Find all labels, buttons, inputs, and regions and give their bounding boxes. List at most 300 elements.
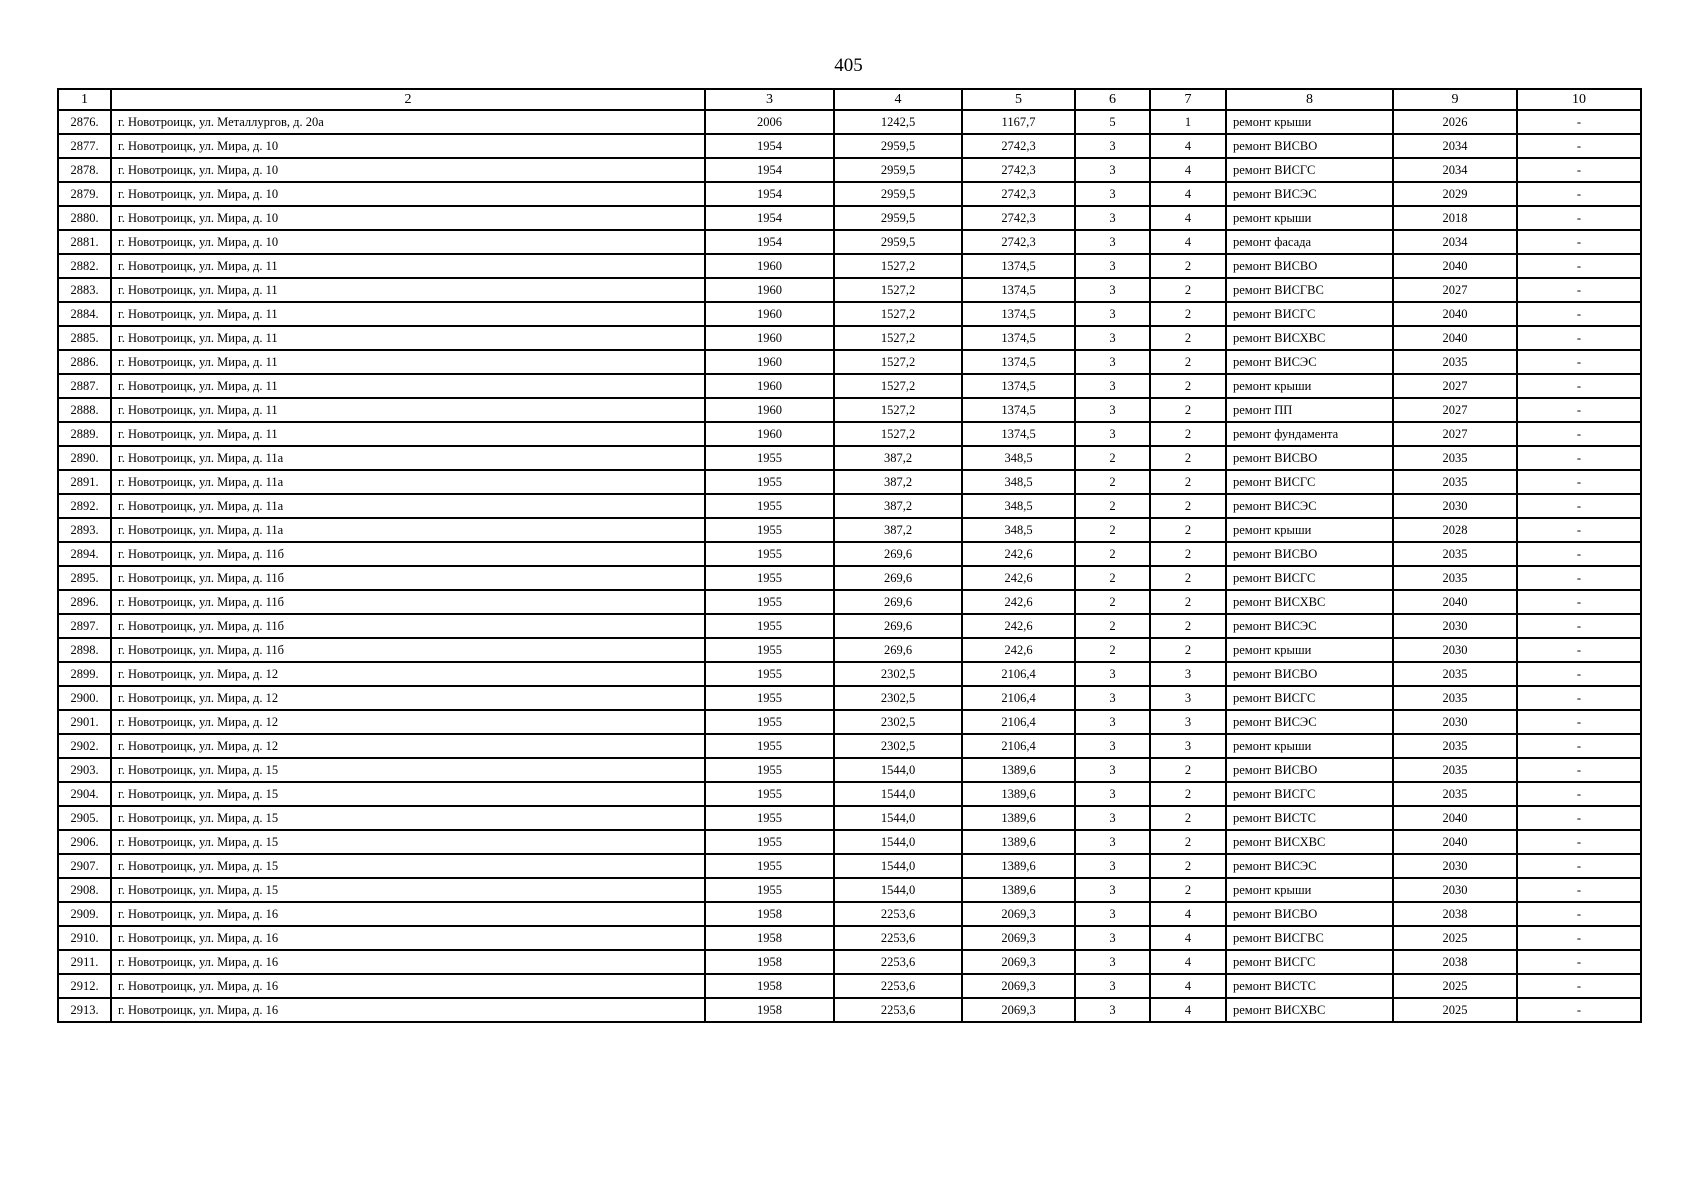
column-header-6: 6 (1075, 89, 1150, 110)
cell-note: - (1517, 494, 1641, 518)
cell-year-built: 1958 (705, 926, 834, 950)
cell-entrances: 2 (1150, 830, 1226, 854)
cell-note: - (1517, 998, 1641, 1022)
cell-living-area: 242,6 (962, 566, 1075, 590)
cell-planned-year: 2035 (1393, 542, 1517, 566)
cell-year-built: 1960 (705, 326, 834, 350)
cell-address: г. Новотроицк, ул. Мира, д. 11а (111, 470, 705, 494)
cell-planned-year: 2040 (1393, 590, 1517, 614)
cell-living-area: 2742,3 (962, 182, 1075, 206)
table-row (58, 302, 1641, 326)
cell-address: г. Новотроицк, ул. Мира, д. 11 (111, 350, 705, 374)
cell-note: - (1517, 638, 1641, 662)
cell-entrances: 4 (1150, 230, 1226, 254)
cell-address: г. Новотроицк, ул. Мира, д. 15 (111, 782, 705, 806)
cell-living-area: 2106,4 (962, 734, 1075, 758)
cell-work-type: ремонт ВИСВО (1226, 254, 1393, 278)
cell-address: г. Новотроицк, ул. Мира, д. 11а (111, 518, 705, 542)
cell-note: - (1517, 134, 1641, 158)
cell-planned-year: 2026 (1393, 110, 1517, 134)
table-row (58, 494, 1641, 518)
cell-total-area: 269,6 (834, 614, 962, 638)
cell-work-type: ремонт ВИСЭС (1226, 614, 1393, 638)
cell-planned-year: 2028 (1393, 518, 1517, 542)
table-row (58, 902, 1641, 926)
column-header-1: 1 (58, 89, 111, 110)
cell-work-type: ремонт ВИСВО (1226, 542, 1393, 566)
cell-entrances: 3 (1150, 686, 1226, 710)
column-header-7: 7 (1150, 89, 1226, 110)
cell-floors: 3 (1075, 278, 1150, 302)
cell-total-area: 2959,5 (834, 182, 962, 206)
cell-year-built: 1955 (705, 758, 834, 782)
cell-floors: 3 (1075, 806, 1150, 830)
cell-work-type: ремонт ВИСХВС (1226, 326, 1393, 350)
table-row (58, 878, 1641, 902)
cell-address: г. Новотроицк, ул. Мира, д. 11 (111, 254, 705, 278)
cell-note: - (1517, 110, 1641, 134)
cell-note: - (1517, 422, 1641, 446)
cell-row-number: 2897. (58, 614, 111, 638)
column-header-2: 2 (111, 89, 705, 110)
cell-planned-year: 2027 (1393, 374, 1517, 398)
cell-row-number: 2911. (58, 950, 111, 974)
cell-living-area: 1374,5 (962, 254, 1075, 278)
cell-note: - (1517, 950, 1641, 974)
cell-total-area: 1527,2 (834, 302, 962, 326)
cell-work-type: ремонт крыши (1226, 374, 1393, 398)
table-row (58, 542, 1641, 566)
cell-note: - (1517, 974, 1641, 998)
cell-entrances: 2 (1150, 518, 1226, 542)
cell-address: г. Новотроицк, ул. Мира, д. 10 (111, 206, 705, 230)
cell-note: - (1517, 182, 1641, 206)
cell-work-type: ремонт ВИСЭС (1226, 854, 1393, 878)
cell-entrances: 4 (1150, 182, 1226, 206)
cell-note: - (1517, 398, 1641, 422)
cell-living-area: 2069,3 (962, 926, 1075, 950)
cell-living-area: 348,5 (962, 494, 1075, 518)
cell-work-type: ремонт крыши (1226, 518, 1393, 542)
cell-year-built: 1954 (705, 230, 834, 254)
cell-living-area: 242,6 (962, 638, 1075, 662)
cell-entrances: 4 (1150, 902, 1226, 926)
cell-note: - (1517, 302, 1641, 326)
table-row (58, 470, 1641, 494)
table-row (58, 254, 1641, 278)
cell-year-built: 1955 (705, 590, 834, 614)
table-row (58, 734, 1641, 758)
cell-entrances: 3 (1150, 710, 1226, 734)
table-row (58, 518, 1641, 542)
cell-work-type: ремонт крыши (1226, 206, 1393, 230)
cell-note: - (1517, 806, 1641, 830)
cell-work-type: ремонт ВИСХВС (1226, 590, 1393, 614)
cell-floors: 2 (1075, 446, 1150, 470)
cell-total-area: 1242,5 (834, 110, 962, 134)
cell-note: - (1517, 254, 1641, 278)
cell-total-area: 387,2 (834, 470, 962, 494)
cell-year-built: 1955 (705, 542, 834, 566)
cell-address: г. Новотроицк, ул. Мира, д. 11 (111, 422, 705, 446)
cell-floors: 3 (1075, 950, 1150, 974)
table-row (58, 110, 1641, 134)
cell-planned-year: 2040 (1393, 302, 1517, 326)
cell-year-built: 1955 (705, 470, 834, 494)
cell-year-built: 1955 (705, 686, 834, 710)
cell-total-area: 1544,0 (834, 830, 962, 854)
cell-address: г. Новотроицк, ул. Мира, д. 10 (111, 230, 705, 254)
cell-total-area: 269,6 (834, 566, 962, 590)
cell-row-number: 2893. (58, 518, 111, 542)
cell-address: г. Новотроицк, ул. Металлургов, д. 20а (111, 110, 705, 134)
cell-work-type: ремонт ВИСВО (1226, 902, 1393, 926)
cell-row-number: 2903. (58, 758, 111, 782)
column-header-3: 3 (705, 89, 834, 110)
cell-row-number: 2892. (58, 494, 111, 518)
cell-planned-year: 2035 (1393, 566, 1517, 590)
cell-year-built: 1960 (705, 278, 834, 302)
cell-row-number: 2876. (58, 110, 111, 134)
cell-living-area: 1374,5 (962, 350, 1075, 374)
cell-address: г. Новотроицк, ул. Мира, д. 11б (111, 566, 705, 590)
cell-address: г. Новотроицк, ул. Мира, д. 10 (111, 158, 705, 182)
cell-row-number: 2881. (58, 230, 111, 254)
cell-row-number: 2882. (58, 254, 111, 278)
cell-living-area: 1374,5 (962, 422, 1075, 446)
cell-living-area: 1374,5 (962, 278, 1075, 302)
cell-row-number: 2895. (58, 566, 111, 590)
cell-floors: 3 (1075, 662, 1150, 686)
cell-row-number: 2908. (58, 878, 111, 902)
cell-year-built: 1955 (705, 854, 834, 878)
cell-row-number: 2907. (58, 854, 111, 878)
cell-living-area: 2742,3 (962, 158, 1075, 182)
cell-floors: 3 (1075, 710, 1150, 734)
cell-planned-year: 2035 (1393, 470, 1517, 494)
cell-work-type: ремонт крыши (1226, 878, 1393, 902)
table-row (58, 830, 1641, 854)
table-row (58, 638, 1641, 662)
cell-planned-year: 2030 (1393, 854, 1517, 878)
cell-living-area: 1389,6 (962, 758, 1075, 782)
cell-living-area: 348,5 (962, 446, 1075, 470)
cell-floors: 2 (1075, 494, 1150, 518)
cell-planned-year: 2030 (1393, 710, 1517, 734)
cell-living-area: 1374,5 (962, 374, 1075, 398)
table-row (58, 998, 1641, 1022)
cell-note: - (1517, 230, 1641, 254)
cell-total-area: 387,2 (834, 446, 962, 470)
cell-total-area: 2253,6 (834, 926, 962, 950)
cell-entrances: 2 (1150, 542, 1226, 566)
cell-entrances: 4 (1150, 950, 1226, 974)
cell-note: - (1517, 518, 1641, 542)
cell-living-area: 2069,3 (962, 902, 1075, 926)
cell-entrances: 2 (1150, 398, 1226, 422)
cell-living-area: 2069,3 (962, 974, 1075, 998)
cell-living-area: 1374,5 (962, 326, 1075, 350)
cell-entrances: 2 (1150, 854, 1226, 878)
cell-floors: 3 (1075, 902, 1150, 926)
table-row (58, 374, 1641, 398)
cell-work-type: ремонт ВИСЭС (1226, 494, 1393, 518)
cell-floors: 3 (1075, 326, 1150, 350)
cell-living-area: 1374,5 (962, 302, 1075, 326)
cell-living-area: 348,5 (962, 518, 1075, 542)
cell-entrances: 2 (1150, 494, 1226, 518)
cell-living-area: 2106,4 (962, 686, 1075, 710)
table-row (58, 926, 1641, 950)
cell-total-area: 2959,5 (834, 158, 962, 182)
cell-year-built: 1955 (705, 518, 834, 542)
cell-year-built: 1960 (705, 254, 834, 278)
cell-address: г. Новотроицк, ул. Мира, д. 15 (111, 758, 705, 782)
cell-work-type: ремонт ВИСГС (1226, 686, 1393, 710)
cell-total-area: 269,6 (834, 542, 962, 566)
table-row (58, 686, 1641, 710)
cell-planned-year: 2027 (1393, 398, 1517, 422)
cell-floors: 5 (1075, 110, 1150, 134)
cell-total-area: 387,2 (834, 494, 962, 518)
cell-total-area: 2959,5 (834, 134, 962, 158)
table-row (58, 422, 1641, 446)
cell-year-built: 1955 (705, 710, 834, 734)
cell-floors: 3 (1075, 158, 1150, 182)
cell-address: г. Новотроицк, ул. Мира, д. 11б (111, 542, 705, 566)
cell-work-type: ремонт ВИСГС (1226, 470, 1393, 494)
cell-entrances: 1 (1150, 110, 1226, 134)
table-row (58, 158, 1641, 182)
cell-note: - (1517, 926, 1641, 950)
cell-year-built: 1954 (705, 134, 834, 158)
cell-year-built: 1960 (705, 350, 834, 374)
cell-entrances: 2 (1150, 758, 1226, 782)
cell-floors: 3 (1075, 782, 1150, 806)
column-header-8: 8 (1226, 89, 1393, 110)
cell-address: г. Новотроицк, ул. Мира, д. 16 (111, 926, 705, 950)
cell-note: - (1517, 350, 1641, 374)
cell-year-built: 1960 (705, 374, 834, 398)
cell-address: г. Новотроицк, ул. Мира, д. 16 (111, 974, 705, 998)
cell-row-number: 2883. (58, 278, 111, 302)
cell-row-number: 2890. (58, 446, 111, 470)
cell-row-number: 2910. (58, 926, 111, 950)
cell-floors: 3 (1075, 350, 1150, 374)
cell-planned-year: 2038 (1393, 902, 1517, 926)
cell-floors: 3 (1075, 374, 1150, 398)
cell-living-area: 1389,6 (962, 806, 1075, 830)
cell-year-built: 1955 (705, 734, 834, 758)
cell-row-number: 2899. (58, 662, 111, 686)
cell-note: - (1517, 710, 1641, 734)
cell-row-number: 2880. (58, 206, 111, 230)
cell-year-built: 1955 (705, 878, 834, 902)
cell-address: г. Новотроицк, ул. Мира, д. 11 (111, 398, 705, 422)
cell-planned-year: 2025 (1393, 998, 1517, 1022)
table-row (58, 590, 1641, 614)
cell-living-area: 2742,3 (962, 134, 1075, 158)
cell-living-area: 2106,4 (962, 710, 1075, 734)
cell-planned-year: 2029 (1393, 182, 1517, 206)
cell-year-built: 1958 (705, 974, 834, 998)
cell-floors: 2 (1075, 518, 1150, 542)
cell-floors: 3 (1075, 230, 1150, 254)
cell-work-type: ремонт ВИСГВС (1226, 278, 1393, 302)
cell-address: г. Новотроицк, ул. Мира, д. 11б (111, 614, 705, 638)
cell-living-area: 242,6 (962, 614, 1075, 638)
cell-total-area: 1527,2 (834, 278, 962, 302)
table-row (58, 446, 1641, 470)
cell-total-area: 1527,2 (834, 350, 962, 374)
cell-row-number: 2900. (58, 686, 111, 710)
cell-planned-year: 2040 (1393, 326, 1517, 350)
cell-work-type: ремонт ВИСГС (1226, 158, 1393, 182)
cell-planned-year: 2034 (1393, 158, 1517, 182)
cell-floors: 2 (1075, 590, 1150, 614)
table-row (58, 398, 1641, 422)
table-row (58, 710, 1641, 734)
cell-note: - (1517, 566, 1641, 590)
cell-year-built: 1955 (705, 566, 834, 590)
cell-note: - (1517, 686, 1641, 710)
cell-planned-year: 2040 (1393, 830, 1517, 854)
cell-address: г. Новотроицк, ул. Мира, д. 12 (111, 734, 705, 758)
table-row (58, 806, 1641, 830)
cell-planned-year: 2040 (1393, 806, 1517, 830)
cell-row-number: 2906. (58, 830, 111, 854)
cell-year-built: 1958 (705, 950, 834, 974)
cell-entrances: 2 (1150, 566, 1226, 590)
cell-entrances: 2 (1150, 278, 1226, 302)
cell-work-type: ремонт ВИСЭС (1226, 350, 1393, 374)
cell-living-area: 1389,6 (962, 830, 1075, 854)
cell-address: г. Новотроицк, ул. Мира, д. 15 (111, 854, 705, 878)
cell-address: г. Новотроицк, ул. Мира, д. 12 (111, 710, 705, 734)
cell-entrances: 2 (1150, 590, 1226, 614)
cell-entrances: 2 (1150, 350, 1226, 374)
table-body (58, 110, 1641, 1022)
cell-floors: 3 (1075, 734, 1150, 758)
cell-row-number: 2896. (58, 590, 111, 614)
cell-planned-year: 2035 (1393, 686, 1517, 710)
cell-work-type: ремонт крыши (1226, 638, 1393, 662)
cell-planned-year: 2035 (1393, 446, 1517, 470)
cell-work-type: ремонт ВИСХВС (1226, 830, 1393, 854)
cell-address: г. Новотроицк, ул. Мира, д. 12 (111, 662, 705, 686)
cell-entrances: 2 (1150, 470, 1226, 494)
cell-address: г. Новотроицк, ул. Мира, д. 16 (111, 998, 705, 1022)
cell-total-area: 1544,0 (834, 758, 962, 782)
page-number: 405 (834, 55, 863, 76)
cell-work-type: ремонт крыши (1226, 110, 1393, 134)
cell-entrances: 4 (1150, 974, 1226, 998)
table-row (58, 326, 1641, 350)
header-row (58, 89, 1641, 110)
cell-total-area: 1527,2 (834, 374, 962, 398)
cell-year-built: 1955 (705, 446, 834, 470)
cell-floors: 3 (1075, 398, 1150, 422)
cell-living-area: 1374,5 (962, 398, 1075, 422)
cell-row-number: 2913. (58, 998, 111, 1022)
cell-floors: 2 (1075, 566, 1150, 590)
cell-floors: 3 (1075, 758, 1150, 782)
cell-living-area: 1389,6 (962, 854, 1075, 878)
cell-total-area: 2302,5 (834, 686, 962, 710)
cell-floors: 3 (1075, 830, 1150, 854)
cell-year-built: 2006 (705, 110, 834, 134)
cell-floors: 3 (1075, 686, 1150, 710)
cell-note: - (1517, 782, 1641, 806)
table-row (58, 278, 1641, 302)
cell-note: - (1517, 854, 1641, 878)
cell-address: г. Новотроицк, ул. Мира, д. 11а (111, 446, 705, 470)
table-row (58, 950, 1641, 974)
cell-row-number: 2888. (58, 398, 111, 422)
cell-entrances: 3 (1150, 734, 1226, 758)
column-header-9: 9 (1393, 89, 1517, 110)
cell-total-area: 2253,6 (834, 950, 962, 974)
cell-planned-year: 2030 (1393, 638, 1517, 662)
cell-planned-year: 2027 (1393, 278, 1517, 302)
cell-work-type: ремонт ВИСВО (1226, 758, 1393, 782)
cell-living-area: 1167,7 (962, 110, 1075, 134)
cell-living-area: 348,5 (962, 470, 1075, 494)
cell-work-type: ремонт ВИСГС (1226, 566, 1393, 590)
cell-entrances: 2 (1150, 446, 1226, 470)
cell-row-number: 2891. (58, 470, 111, 494)
cell-row-number: 2904. (58, 782, 111, 806)
cell-planned-year: 2038 (1393, 950, 1517, 974)
cell-living-area: 2069,3 (962, 998, 1075, 1022)
cell-planned-year: 2035 (1393, 782, 1517, 806)
cell-entrances: 2 (1150, 806, 1226, 830)
cell-entrances: 4 (1150, 206, 1226, 230)
cell-total-area: 1527,2 (834, 398, 962, 422)
cell-entrances: 4 (1150, 926, 1226, 950)
cell-planned-year: 2030 (1393, 614, 1517, 638)
cell-work-type: ремонт ВИСЭС (1226, 710, 1393, 734)
cell-entrances: 2 (1150, 326, 1226, 350)
cell-living-area: 1389,6 (962, 782, 1075, 806)
cell-row-number: 2877. (58, 134, 111, 158)
cell-year-built: 1955 (705, 782, 834, 806)
cell-living-area: 2742,3 (962, 206, 1075, 230)
cell-address: г. Новотроицк, ул. Мира, д. 11а (111, 494, 705, 518)
cell-address: г. Новотроицк, ул. Мира, д. 12 (111, 686, 705, 710)
cell-note: - (1517, 206, 1641, 230)
cell-row-number: 2894. (58, 542, 111, 566)
cell-planned-year: 2018 (1393, 206, 1517, 230)
cell-planned-year: 2030 (1393, 494, 1517, 518)
cell-floors: 3 (1075, 422, 1150, 446)
cell-address: г. Новотроицк, ул. Мира, д. 11 (111, 278, 705, 302)
table-row (58, 206, 1641, 230)
cell-row-number: 2884. (58, 302, 111, 326)
cell-total-area: 1527,2 (834, 326, 962, 350)
cell-floors: 3 (1075, 302, 1150, 326)
cell-floors: 3 (1075, 182, 1150, 206)
cell-living-area: 242,6 (962, 542, 1075, 566)
cell-note: - (1517, 614, 1641, 638)
cell-year-built: 1955 (705, 806, 834, 830)
cell-work-type: ремонт ПП (1226, 398, 1393, 422)
cell-planned-year: 2035 (1393, 734, 1517, 758)
cell-living-area: 2742,3 (962, 230, 1075, 254)
cell-total-area: 2959,5 (834, 230, 962, 254)
cell-floors: 2 (1075, 614, 1150, 638)
cell-planned-year: 2025 (1393, 926, 1517, 950)
